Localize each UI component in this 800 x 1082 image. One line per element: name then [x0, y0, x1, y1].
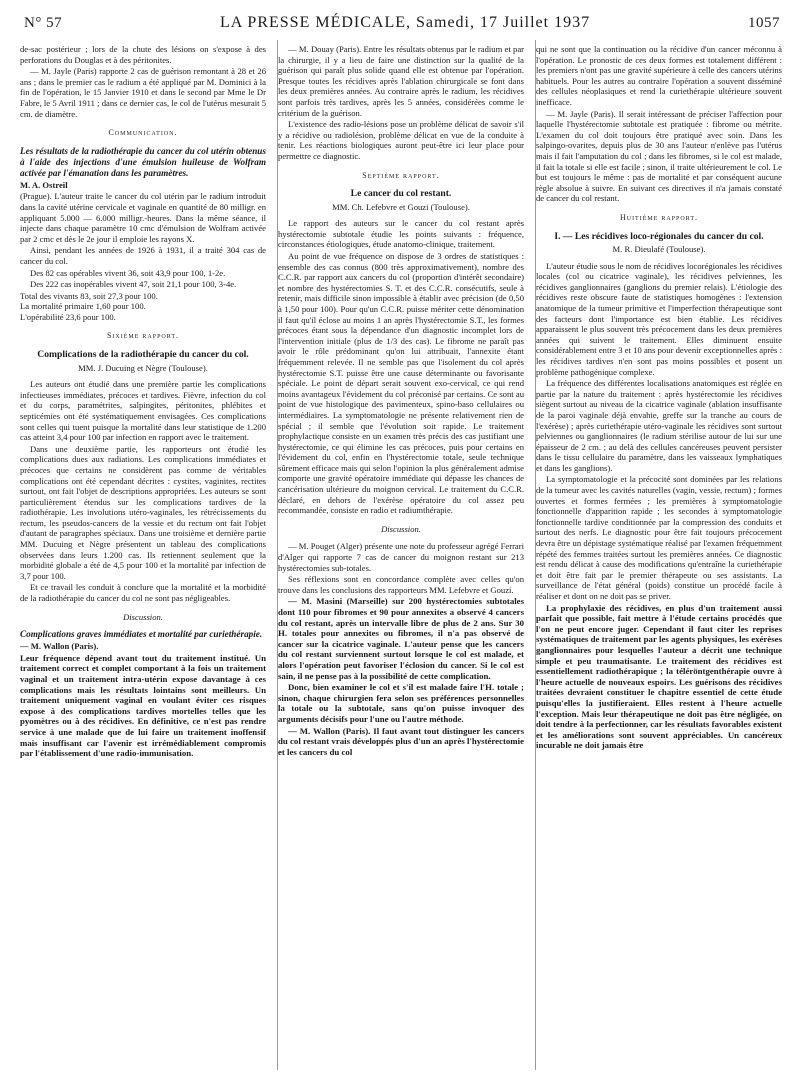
section-heading: Le cancer du col restant. — [350, 188, 452, 200]
issue-number: N° 57 — [24, 15, 63, 31]
article-title: Complications graves immédiates et mortalité par curiethérapie. — [20, 629, 263, 640]
paragraph: Le rapport des auteurs sur le cancer du col restant après hystérectomie subtotale étudie les points suivants : fréquence, circonstances étiologiques, étude anatomo-clinique, traitement. — [278, 218, 524, 250]
paragraph: Des 222 cas inopérables vivent 47, soit 21,1 pour 100, 3-4e. — [30, 279, 237, 290]
column-3 — [536, 44, 782, 1074]
discussion-label: Discussion. — [123, 611, 163, 622]
paragraph: Donc, bien examiner le col et s'il est malade faire l'H. totale ; sinon, chaque chirurgien fera selon ses préférences personnelles la totale ou la subtotale, sans qu'on puisse invoquer des arguments décisifs pour l'une ou l'autre méthode. — [278, 682, 524, 724]
section-label: Septième rapport. — [362, 170, 440, 180]
paragraph: — M. Douay (Paris). Entre les résultats obtenus par le radium et par la chirurgie, il y a lieu de faire une distinction sur la qualité de la guérison qui paraît plus solide quand elle est obtenue par l'opération. Presque toutes les récidives après l'ablation chirurgicale se font dans les deux premières années. Au contraire après le radium, les récidives sont parfois très tardives, après les 5 années, considérées comme le critérium de la guérison. — [278, 44, 524, 118]
discussion-label: Discussion. — [381, 523, 421, 534]
publication-title: LA PRESSE MÉDICALE, Samedi, 17 Juillet 1937 — [219, 14, 591, 31]
paragraph: Ainsi, pendant les années de 1926 à 1931, il a traité 304 cas de cancer du col. — [20, 245, 266, 266]
paragraph: Ses réflexions sont en concordance complète avec celles qu'on trouve dans les conclusions des rapporteurs MM. Lefebvre et Gouzi. — [278, 574, 524, 595]
author-line — [20, 180, 266, 191]
section-heading: I. — Les récidives loco-régionales du cancer du col. — [554, 230, 764, 242]
column-1 — [20, 44, 266, 1074]
authors-line: MM. Ch. Lefebvre et Gouzi (Toulouse). — [332, 201, 470, 212]
paragraph: La prophylaxie des récidives, en plus d'un traitement aussi parfait que possible, fait mettre à l'étude certains procédés que l'on ne peut encore juger. Cependant il faut citer les reprises systématiques de traitement par les agents physiques, les exérèses ganglionnaires pour lesquelles l'auteur a décrit une technique simple et peu traumatisante. Le traitement des récidives est essentiellement radiothérapique ; la téléröntgenthérapie ouvre à l'heure actuelle de nouveaux espoirs. Les guérisons des récidives traitées devraient constituer le chapitre essentiel de cette étude puisqu'elles la justifieraient. Elles restent à l'heure actuelle l'exception. Mais leur thérapeutique ne doit pas être négligée, on doit tendre à la perfectionner, car les résultats favorables existent et les améliorations sont souvent appréciables. Un cancéreux incurable ne doit jamais être — [536, 602, 782, 751]
author-name: M. A. Ostreil — [20, 179, 68, 190]
section-heading: Complications de la radiothérapie du cancer du col. — [37, 349, 249, 361]
paragraph: Dans une deuxième partie, les rapporteurs ont étudié les complications dues aux radiations. Les complications immédiates et précoces que certains ne considèrent pas comme de véritables complications ont été cependant décrites : cystites, vaginites, rectites surtout, ont fait l'objet de descriptions appropriées. Les auteurs se sont particulièrement étendus sur les complications tardives de la radiothérapie. Les involutions utéro-vaginales, les rétrécissements du rectum, les pseudos-cancers de la vessie et du rectum ont fait l'objet d'autant de paragraphes spéciaux. Dans une troisième et dernière partie MM. Ducuing et Nègre présentent un tableau des complications observées dans leurs 1.200 cas. Ils retiennent seulement que la morbidité globale a été de 4,5 pour 100 et la mortalité par infection de 3,7 pour 100. — [20, 443, 266, 581]
section-label: Sixième rapport. — [106, 331, 180, 341]
paragraph: (Prague). L'auteur traite le cancer du col utérin par le radium introduit dans la cavité utérine cervicale et vaginale en quantité de 80 milligr. en appliquant 5.000 — 6.000 milligr.-heures. Dans la même séance, il injecte dans chaque paramètre 10 cmc d'émulsion de Wolfram activée par 2 cmc et dès le 2e jour il emploie les rayons X. — [20, 191, 266, 244]
paragraph: — M. Masini (Marseille) sur 200 hystérectomies subtotales dont 110 pour fibromes et 90 pour annexites a observé 4 cancers du col restant, après un intervalle libre de plus de 2 ans. Sur 30 H. totales pour annexites ou fibromes, il n'a pas observé de cancer sur la cicatrice vaginale. L'auteur pense que les cancers du col restant surviennent surtout lorsque le col est malade, et alors l'opération peut favoriser l'éclosion du cancer. Si le col est sain, il ne pense pas à la possibilité de cette complication. — [278, 596, 524, 681]
paragraph: L'existence des radio-lésions pose un problème délicat de savoir s'il y a récidive ou radiolésion, problème délicat en vue de la conduite à tenir. Les réactions biologiques auront peut-être ici leur place pour permettre ce diagnostic. — [278, 119, 524, 161]
column-2 — [278, 44, 524, 1074]
author-name: — M. Wallon (Paris). — [20, 641, 99, 652]
stat-line: L'opérabilité 23,6 pour 100. — [20, 311, 116, 322]
article-title: Les résultats de la radiothérapie du cancer du col utérin obtenus à l'aide des injections d'une émulsion huileuse de Wolfram activée par l'émanation dans les paramètres. — [20, 145, 266, 178]
paragraph: Et ce travail les conduit à conclure que la mortalité et la morbidité de la radiothérapie du cancer du col ne sont pas négligeables. — [20, 582, 266, 604]
paragraph: Au point de vue fréquence on dispose de 3 ordres de statistiques : ensemble des cas connus (800 très approximativement), nombre des C.C.R. par rapport aux cancers du col (proportion d'intérêt secondaire) et nombre des hystérectomies S. T. et des C.C.R. consécutifs, seule à retenir, mais difficile sinon impossible à établir avec précision (de 0,50 à 1,50 pour 100). Pour qu'un C.C.R. puisse mériter cette dénomination il faut qu'il éclose au moins 1 an après l'hystérectomie S.T., les formes précoces étant sous la dépendance d'un diagnostic incomplet lors de l'intervention initiale (plus de 1/3 des cas). Le fibrome ne paraît pas avoir le rôle prédominant qu'on lui attribuait, l'annexite étant fréquemment relevée. Il ne semble pas que l'isolement du col après hystérectomie S.T. puisse être une cause déterminante ou favorisante spéciale. Le point de départ serait souvent exo-cervical, ce qui rend moins avantageux l'évidement du col préconisé par certains. Ce sont au point de vue histologique des pavimenteux, spino-baso cellulaires ou intermédiaires. La symptomatologie ne présente relativement rien de spécial ; il semble que l'évolution soit rapide. Le traitement prophylactique consiste en un examen très précis des cas justifiant une hystérectomie, ce qui élimine les cas précoces, puis pour certains en l'évidement du col, enfin en l'hystérectomie totale, seule technique sûrement efficace mais qui selon l'opinion la plus généralement admise comporte une gravité opératoire immédiate qui dépasse les chances de cancérisation ultérieure du moignon cervical. Le traitement du C.C.R. déclaré, en dehors de l'exérèse opératoire du col assez peu recommandée, consiste en radio et radiumthérapie. — [278, 251, 524, 516]
section-label: Huitième rapport. — [619, 212, 699, 222]
paragraph: La symptomatologie et la précocité sont dominées par les relations de la tumeur avec les cavités naturelles (vagin, vessie, rectum) ; formes ouvertes et formes fermées ; les premières à symptomatologie fonctionnelle d'apparition rapide ; les secondes à symptomatologie fonctionnelle tardive conditionnée par la compression des conduits et surtout des nerfs. Le diagnostic pour être fait toujours précocement devra être un dépistage systématique réalisé par l'examen fréquemment répété des femmes traitées surtout les premières années. Ce diagnostic est rendu délicat à cause des modifications qu'entraîne la curiethérapie et doit être fait par le premier thérapeute ou ses assistants. La surveillance de l'état général (poids) constitue un procédé facile à réaliser et dont on ne doit pas se priver. — [536, 474, 782, 601]
authors-line: M. R. Dieulafé (Toulouse). — [612, 244, 706, 254]
masthead — [20, 14, 784, 40]
page-number: 1057 — [748, 15, 780, 31]
paragraph: Leur fréquence dépend avant tout du traitement institué. Un traitement correct et complet comportant à la fois un traitement vaginal et un traitement intra-utérin expose davantage à ces complications mais les résultats lointains sont meilleurs. Un traitement uniquement vaginal en voulant éviter ces risques expose à des complications tardives mortelles telles que les pyomètres ou à des récidives. En définitive, ce n'est pas rendre service à une malade que de lui faire un traitement inoffensif mais insuffisant car l'avenir est irrémédiablement compromis par l'établissement d'une radio-immunisation. — [20, 652, 266, 759]
paragraph: Les auteurs ont étudié dans une première partie les complications infectieuses immédiates, précoces et tardives. Fièvre, infection du col et du corps, paramétrites, salpingites, péritonites, phlébites et septicémies ont été systématiquement envisagées. Ces complications sont celles qui tuent puisque la mortalité dans leur statistique de 1.200 cas atteint 3,4 pour 100 par infection en rapport avec le traitement. — [20, 379, 266, 443]
paragraph: L'auteur étudie sous le nom de récidives locorégionales les récidives locales (col ou cicatrice vaginale), les récidives pelviennes, les récidives ganglionnaires (ganglions du premier relais). L'étiologie des récidives reste obscure faute de statistiques homogènes : l'extension anatomique de la tumeur primitive et l'imperfection thérapeutique sont des facteurs dont l'importance est bien établie. Les récidives apparaissent le plus souvent très précocement dans les deux premières années qui suivent le traitement. Elles diminuent ensuite considérablement entre 3 et 10 ans pour devenir exceptionnelles après : les récidives tardives n'en sont pas moins possibles et posent un problème pathogénique complexe. — [536, 260, 782, 377]
columns — [20, 44, 784, 1074]
authors-line: MM. J. Ducuing et Nègre (Toulouse). — [78, 362, 208, 373]
stat-line: Total des vivants 83, soit 27,3 pour 100. — [20, 290, 158, 301]
section-label: Communication. — [108, 128, 178, 138]
paragraph: Des 82 cas opérables vivent 36, soit 43,9 pour 100, 1-2e. — [30, 267, 226, 278]
paragraph: — M. Jayle (Paris). Il serait intéressant de préciser l'affection pour laquelle l'hystérectomie subtotale est pratiquée : fibrome ou métrite. L'examen du col doit toujours être pratiqué avec soin. Dans les salpingo-ovarites, depuis plus de 30 ans l'auteur n'enlève pas l'utérus mais il fait l'amputation du col ; dans les fibromes, si le col est malade, il fait la totale si elle est facile ; sinon, il traite ultérieurement le col. Le but est toujours le même : pas de mortalité et par conséquent aucune règle absolue à suivre. En suivant ces directives il n'a jamais constaté de cancer du col restant. — [536, 108, 782, 204]
paragraph: de-sac postérieur ; lors de la chute des lésions on s'expose à des perforations du Douglas et à des péritonites. — [20, 44, 266, 65]
stat-line: La mortalité primaire 1,60 pour 100. — [20, 301, 146, 312]
paragraph: — M. Pouget (Alger) présente une note du professeur agrégé Ferrari d'Alger qui rapporte 7 cas de cancer du moignon restant sur 213 hystérectomies sub-totales. — [278, 541, 524, 573]
paragraph: — M. Jayle (Paris) rapporte 2 cas de guérison remontant à 28 et 26 ans ; dans le premier cas le radium a été appliqué par M. Dominici à la fin de l'opération, le 15 Janvier 1910 et dans le second par Mme le Dr Fabre, le 5 Avril 1911 ; dans ce dernier cas, le col de l'utérus mesurait 5 cm. de diamètre. — [20, 66, 266, 119]
paragraph: qui ne sont que la continuation ou la récidive d'un cancer méconnu à l'opération. Le pronostic de ces deux formes est totalement différent : les premiers n'ont pas une gravité supérieure à celle des cancers utérins habituels. Pour les autres au contraire l'opération a souvent disséminé des cellules néoplasiques et rend la curiethérapie ultérieure souvent inefficace. — [536, 44, 782, 107]
paragraph: — M. Wallon (Paris). Il faut avant tout distinguer les cancers du col restant vrais développés plus d'un an après l'hystérectomie et les cancers du col — [278, 725, 524, 757]
paragraph: La fréquence des différentes localisations anatomiques est réglée en partie par la nature du traitement : après hystérectomie les récidives siègent surtout au niveau de la cicatrice vaginale (ablation insuffisante de la paroi vaginale déjà envahie, greffe sur la tranche au cours de l'exérèse) ; après curiethérapie utéro-vaginale les récidives sont surtout pelviennes ou ganglionnaires (le radium stérilise autour de lui sur une épaisseur de 2 cm. ; au delà des cellules cancéreuses peuvent persister dans le tissu cellulaire du paramètre, dans les vaisseaux lymphatiques et dans les ganglions). — [536, 378, 782, 473]
